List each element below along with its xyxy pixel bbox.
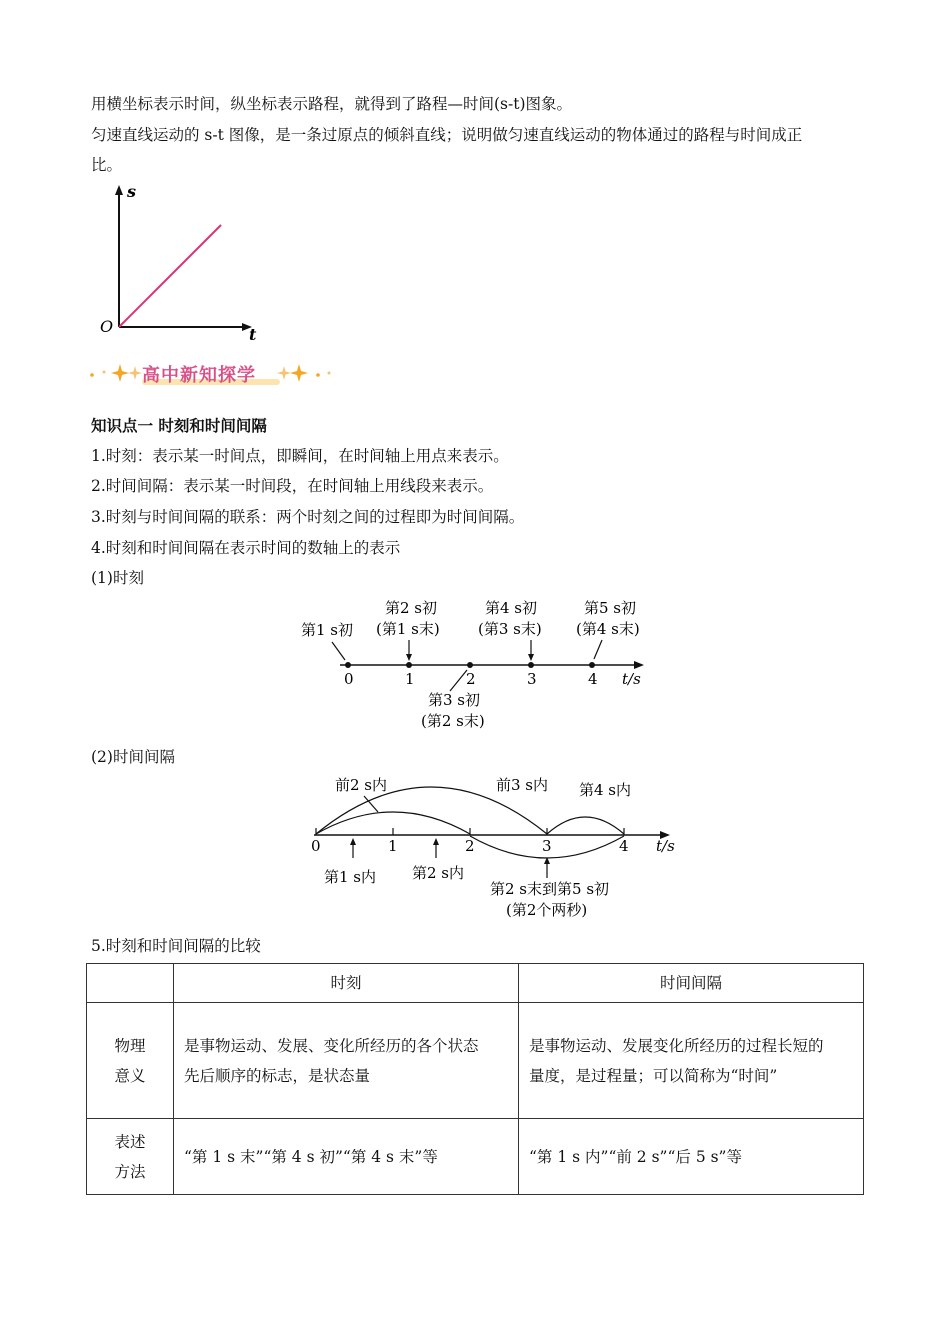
pointer-4 [594,640,602,659]
table-row [87,1119,864,1195]
label-1s-start: 第1 s初 [301,621,354,639]
intro-line-2: 匀速直线运动的 s-t 图像，是一条过原点的倾斜直线；说明做匀速直线运动的物体通过的路程与时间成正 [91,126,803,144]
row-label-line: 表述 [114,1132,146,1151]
pointer-1-head [406,654,412,661]
section-item-3: 3.时刻与时间间隔的联系：两个时刻之间的过程即为时间间隔。 [91,508,525,526]
cell-moment-meaning [174,1003,519,1119]
label-first3: 前3 s内 [496,776,549,794]
table-header-moment: 时刻 [174,964,519,1003]
label-2s-start: 第2 s初 [385,599,438,617]
label-4s-end: (第4 s末) [576,620,640,638]
moment-tick-4: 4 [588,670,598,688]
moment-point-3 [528,662,534,668]
cell-interval-expression: “第 1 s 内”“前 2 s”“后 5 s”等 [519,1119,864,1195]
label-fourth: 第4 s内 [579,781,632,799]
moment-point-0 [345,662,351,668]
interval-tick-3: 3 [542,837,552,855]
row-label-meaning [87,1003,174,1119]
intro-line-1: 用横坐标表示时间，纵坐标表示路程，就得到了路程—时间(s-t)图象。 [91,95,573,113]
moment-axis-diagram [290,592,670,737]
row-label-line: 物理 [114,1036,146,1055]
sparkle-icon [277,366,291,380]
cell-line: 是事物运动、发展、变化所经历的各个状态 [184,1036,479,1055]
row-label-expression [87,1119,174,1195]
st-line [119,225,221,327]
sparkle-icon [290,364,308,382]
table-row [87,1003,864,1119]
table-corner-cell [87,964,174,1003]
label-3s-end: (第3 s末) [478,620,542,638]
pointer-2 [450,670,467,691]
st-y-arrow [115,185,123,195]
st-graph [95,180,275,345]
table-header-row [87,964,864,1003]
label-second: 第2 s内 [412,864,465,882]
table-header-interval: 时间间隔 [519,964,864,1003]
interval-tick-0: 0 [311,837,321,855]
label-span: 第2 s末到第5 s初 [490,880,610,898]
section-sub-1: (1)时刻 [91,569,144,587]
cell-line: 先后顺序的标志，是状态量 [184,1066,371,1085]
label-first2: 前2 s内 [335,776,388,794]
moment-tick-1: 1 [405,670,415,688]
section-item-1: 1.时刻：表示某一时间点，即瞬间，在时间轴上用点来表示。 [91,447,509,465]
comparison-table [86,963,864,1195]
intro-line-3: 比。 [91,156,123,174]
label-4s-start: 第4 s初 [485,599,538,617]
sparkle-icon [128,366,142,380]
cell-moment-expression: “第 1 s 末”“第 4 s 初”“第 4 s 末”等 [174,1119,519,1195]
section-heading: 知识点一 时刻和时间间隔 [91,416,267,435]
arc-4th-s [547,817,624,834]
moment-axis-arrow [634,661,644,669]
section-item-5: 5.时刻和时间间隔的比较 [91,937,261,955]
interval-tick-1: 1 [388,837,398,855]
arc-first-3s [316,787,547,834]
interval-tick-2: 2 [465,837,475,855]
pointer-first-head [350,838,356,845]
label-first: 第1 s内 [324,868,377,886]
label-3s-start: 第3 s初 [428,691,481,709]
sparkle-icon [111,364,129,382]
moment-point-2 [467,662,473,668]
moment-tick-3: 3 [527,670,537,688]
cell-line: 量度，是过程量；可以简称为“时间” [529,1066,778,1085]
moment-point-1 [406,662,412,668]
row-label-line: 意义 [114,1066,146,1085]
moment-unit: t/s [622,670,641,688]
moment-point-4 [589,662,595,668]
interval-unit: t/s [656,837,675,855]
label-1s-end: (第1 s末) [376,620,440,638]
banner-title: 高中新知探学 [142,365,256,386]
st-y-label: s [127,182,137,201]
pointer-3-head [528,654,534,661]
section-item-2: 2.时间间隔：表示某一时间段，在时间轴上用线段来表示。 [91,477,494,495]
st-origin-label: O [100,317,114,336]
row-label-line: 方法 [114,1162,146,1181]
interval-axis-diagram [300,770,685,925]
st-x-label: t [249,325,257,344]
cell-interval-meaning [519,1003,864,1119]
moment-tick-2: 2 [466,670,476,688]
section-sub-2: (2)时间间隔 [91,748,175,766]
interval-tick-4: 4 [619,837,629,855]
label-span-note: (第2个两秒) [506,901,588,919]
moment-tick-0: 0 [344,670,354,688]
label-2s-end: (第2 s末) [421,712,485,730]
label-5s-start: 第5 s初 [584,599,637,617]
section-item-4: 4.时刻和时间间隔在表示时间的数轴上的表示 [91,539,401,557]
pointer-second-head [433,838,439,845]
pointer-0 [332,642,345,660]
cell-line: 是事物运动、发展变化所经历的过程长短的 [529,1036,824,1055]
